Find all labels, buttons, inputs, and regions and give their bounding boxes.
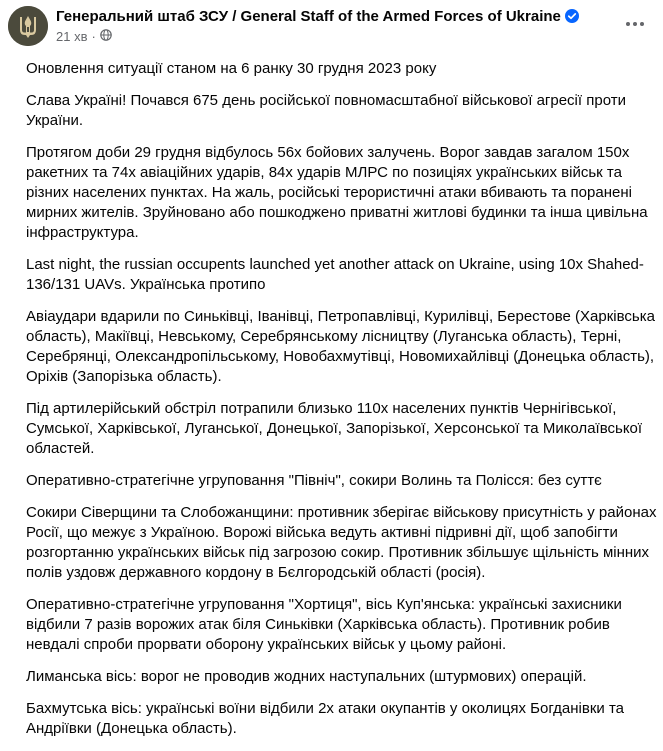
post-header xyxy=(0,0,663,56)
post-body xyxy=(26,59,658,751)
page-avatar[interactable] xyxy=(8,6,48,46)
more-options-icon xyxy=(625,21,645,27)
verified-badge-icon xyxy=(565,9,579,27)
meta-separator: · xyxy=(91,29,96,44)
page-name-link[interactable] xyxy=(56,8,579,27)
post-paragraph: Авіаудари вдарили по Синьківці, Іванівці, Петропавлівці, Курилівці, Берестове (Харківська область), Макіївці, Невському, Серебрянському лісництву (Луганська область), Терні, Серебрянці, Олександропільському, Новобахмутівці, Новомихайлівці (Донецька область), Оріхів (Запорізька область). xyxy=(26,308,655,385)
post-paragraph: Сокири Сіверщини та Слобожанщини: противник зберігає військову присутність у районах Росії, що межує з Україною. Ворожі війська ведуть активні підривні дії, щоб запобігти розгортанню українських військ під загрозою сокир. Противник збільшує щільність мінних полів уздовж державного кордону в Бєлгородській області (росія). xyxy=(26,504,657,581)
post-paragraph: Бахмутська вісь: українські воїни відбили 2х атаки окупантів у околицях Богданівки та Андріївки (Донецька область). xyxy=(26,700,624,737)
post-timestamp[interactable]: 21 хв xyxy=(56,29,88,44)
post-paragraph: Оперативно-стратегічне угруповання "Хортиця", вісь Куп'янська: українські захисники відбили 7 разів ворожих атак біля Синьківки (Харківська область). Противник робив невдалі спроби прорвати оборону українських військ у цьому районі. xyxy=(26,596,622,653)
post-paragraph: Лиманська вісь: ворог не проводив жодних наступальних (штурмових) операцій. xyxy=(26,668,587,685)
page-name-text: Генеральний штаб ЗСУ / General Staff of the Armed Forces of Ukraine xyxy=(56,8,561,25)
post-paragraph: Протягом доби 29 грудня відбулось 56х бойових залучень. Ворог завдав загалом 150х ракетних та 74х авіаційних ударів, 84х ударів МЛРС по позиціях українських військ та різних населених пунктах. На жаль, російські терористичні атаки вбивають та поранені мирних жителів. Зруйновано або пошкоджено приватні житлові будинки та інша цивільна інфраструктура. xyxy=(26,144,648,241)
globe-icon[interactable] xyxy=(100,29,112,44)
post-paragraph: Last night, the russian occupents launched yet another attack on Ukraine, using 10x Shahed-136/131 UAVs. Українська протипо xyxy=(26,256,644,293)
post-paragraph: Оновлення ситуації станом на 6 ранку 30 грудня 2023 року xyxy=(26,60,437,77)
post-paragraph: Під артилерійський обстріл потрапили близько 110х населених пунктів Чернігівської, Сумської, Харківської, Луганської, Донецької, Запорізької, Херсонської та Миколаївської областей. xyxy=(26,400,643,457)
post-meta xyxy=(56,29,112,44)
post-paragraph: Оперативно-стратегічне угруповання "Північ", сокири Волинь та Полісся: без суттє xyxy=(26,472,602,489)
post-paragraph: Слава Україні! Почався 675 день російської повномасштабної військової агресії проти України. xyxy=(26,92,626,129)
trident-logo-icon xyxy=(8,6,48,46)
more-options-button[interactable] xyxy=(621,10,649,38)
